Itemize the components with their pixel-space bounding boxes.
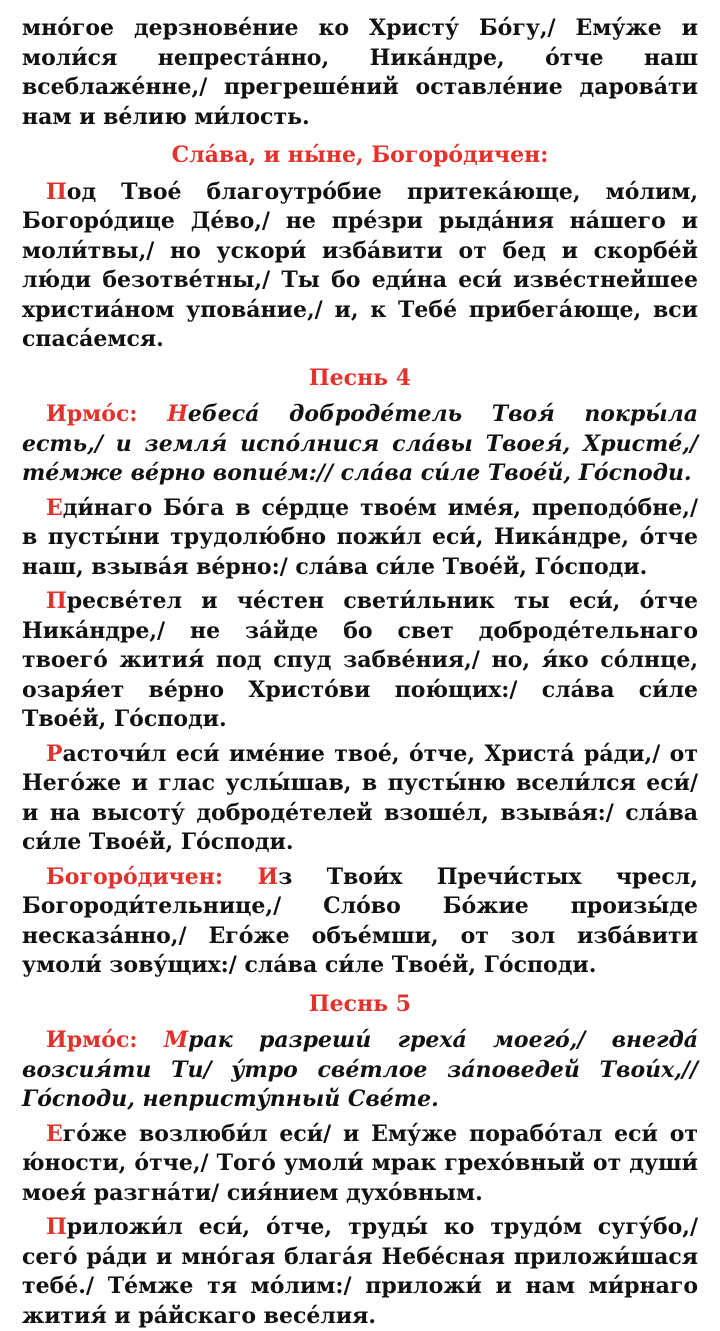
ode-4-heading: Песнь 4 xyxy=(308,364,412,391)
paragraph-text: ресве́тел и че́стен свети́льник ты еси́, о́тче Ника́ндре,/ не за́йде бо свет доброде́тельнаго твоего́ жития́ под спуд забве́ния,/ но, я́ко со́лнце, озаря́ет ве́рно Христо́ви пою́щих:/ сла́ва си́ле Твое́й, Го́споди. xyxy=(22,588,698,732)
ode-5-troparion-2 xyxy=(22,1213,698,1331)
ode-4-theotokion xyxy=(22,863,698,981)
paragraph-text: го́же возлюби́л еси́/ и Ему́же порабо́тал еси́ от ю́ности, о́тче,/ Того́ умоли́ мрак грехо́вный от души́ моея́ разгна́ти/ сия́нием духо́вным. xyxy=(22,1120,698,1206)
drop-initial: И xyxy=(257,863,279,890)
paragraph-text: ди́наго Бо́га в се́рдце твое́м име́я, преподо́бне,/ в пусты́ни трудолю́бно пожи́л еси́, Ника́ндре, о́тче наш, взыва́я ве́рно:/ сла́ва си́ле Твое́й, Го́споди. xyxy=(22,494,698,580)
drop-initial: П xyxy=(46,178,67,205)
drop-initial: Н xyxy=(167,401,188,427)
paragraph-text: риложи́л еси́, о́тче, труды́ ко трудо́м сугу́бо,/ сего́ ра́ди и мно́гая блага́я Небе́сная приложи́шася тебе́./ Те́мже тя мо́лим:/ приложи́ и нам ми́рнаго жития́ и ра́йскаго весе́лия. xyxy=(22,1214,698,1329)
theotokion-label: Богоро́дичен: xyxy=(46,863,223,890)
drop-initial: Е xyxy=(46,494,63,521)
ode-4-troparion-2 xyxy=(22,587,698,735)
drop-initial: П xyxy=(46,588,67,614)
ode-4-troparion-1 xyxy=(22,494,698,583)
ode-5-irmos xyxy=(22,1026,698,1115)
drop-initial: П xyxy=(46,1214,67,1240)
paragraph-text: з Твои́х Пречи́стых чресл, Богороди́тельнице,/ Сло́во Бо́жие произы́де несказа́нно,/ Его́же объе́мши, от зол изба́вити умоли́ зову́щих:/ сла́ва си́ле Твое́й, Го́споди. xyxy=(22,863,698,978)
irmos-text: ебеса́ доброде́тель Твоя́ покры́ла есть,/ и земля́ испо́лнися сла́вы Твоея́, Христе́,/ те́мже ве́рно вопие́м:// сла́ва си́ле Твое́й, Го́споди. xyxy=(22,401,698,486)
irmos-text: рак разреши́ греха́ моего́,/ внегда́ возсия́ти Ти/ у́тро све́тлое за́поведей Твои́х,// Го́споди, непристу́пный Све́те. xyxy=(22,1027,698,1112)
irmos-label: Ирмо́с: xyxy=(46,1027,138,1053)
ode-4-irmos xyxy=(22,400,698,489)
glory-theotokion xyxy=(22,178,698,355)
irmos-label: Ирмо́с: xyxy=(46,401,138,427)
drop-initial: Р xyxy=(46,740,63,767)
ode-5-troparion-1 xyxy=(22,1120,698,1209)
paragraph-text: од Твое́ благоутро́бие притека́юще, мо́лим, Богоро́дице Де́во,/ не пре́зри рыда́ния на́шего и моли́твы,/ но ускори́ изба́вити от бед и скорбе́й лю́ди безотве́тны,/ Ты бо еди́на еси́ изве́стнейшее христиа́ном упова́ние,/ и, к Тебе́ прибега́юще, вси спаса́емся. xyxy=(22,178,698,352)
ode-5-heading: Песнь 5 xyxy=(308,990,412,1017)
paragraph-text: асточи́л еси́ име́ние твое́, о́тче, Христа́ ра́ди,/ от Него́же и глас услы́шав, в пусты́ню всели́лся еси́/ и на высоту́ доброде́телей взоше́л, взыва́я:/ сла́ва си́ле Твое́й, Го́споди. xyxy=(22,740,698,855)
glory-heading: Сла́ва, и ны́не, Богоро́дичен: xyxy=(171,142,549,168)
troparion-ending: мно́гое дерзнове́ние ко Христу́ Бо́гу,/ Ему́же и моли́ся непреста́нно, Ника́ндре, о́тче наш всеблаже́нне,/ прегреше́ний оставле́ние дарова́ти нам и ве́лию ми́лость. xyxy=(22,15,698,130)
drop-initial: М xyxy=(163,1027,189,1053)
ode-4-troparion-3 xyxy=(22,740,698,858)
drop-initial: Е xyxy=(46,1120,63,1147)
